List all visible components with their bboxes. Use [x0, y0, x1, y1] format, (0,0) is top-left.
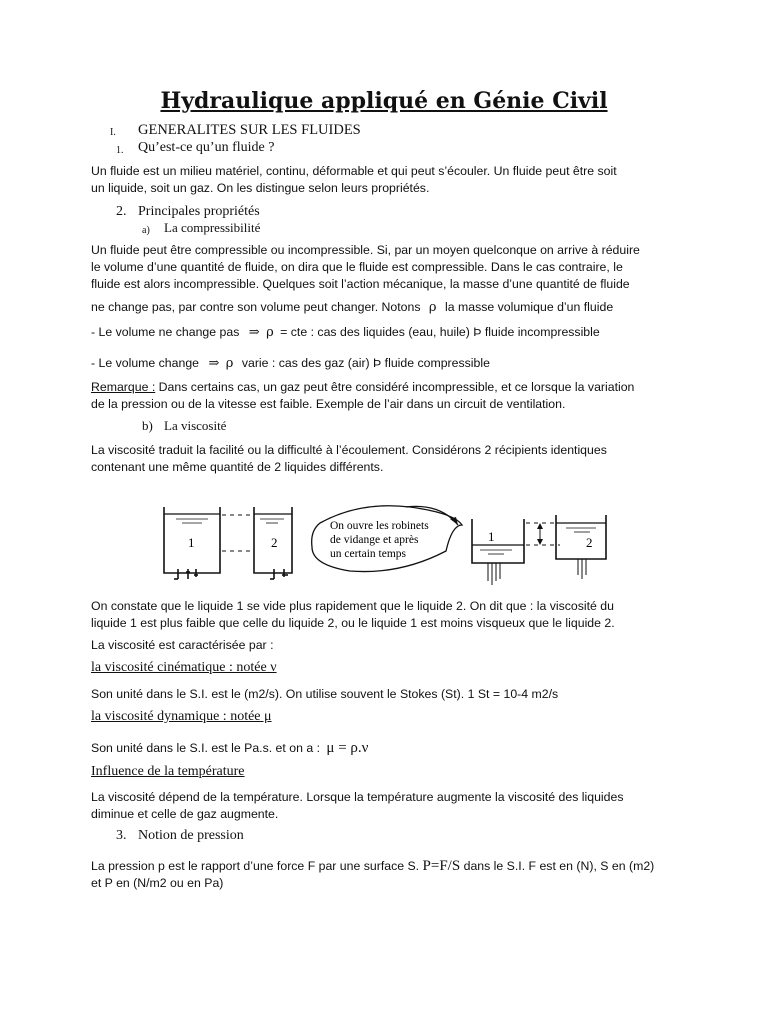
implies-arrow-icon: ⇒: [248, 325, 260, 340]
text-segment: Dans certains cas, un gaz peut être considéré incompressible, et ce lorsque la variation: [155, 380, 635, 394]
implies-arrow-icon: ⇒: [208, 356, 220, 371]
tank-label: 2: [271, 535, 278, 550]
remark: [91, 379, 634, 413]
remark-label: Remarque :: [91, 380, 156, 394]
text-line: La viscosité est caractérisée par :: [91, 638, 274, 652]
text-segment: = cte : cas des liquides (eau, huile) Þ fluide incompressible: [280, 325, 600, 339]
subsection-title: Principales propriétés: [138, 204, 260, 219]
text-line: et P en (N/m2 ou en Pa): [91, 876, 224, 890]
section-title: GENERALITES SUR LES FLUIDES: [138, 122, 361, 138]
subsection-letter: b): [142, 418, 153, 433]
text-line: liquide 1 est plus faible que celle du liquide 2, ou le liquide 1 est moins visqueux que le liquide 2.: [91, 616, 615, 630]
paragraph-temperature: [91, 789, 624, 823]
paragraph-definition: [91, 163, 617, 197]
line-compressible: [91, 355, 490, 372]
text-segment: ne change pas, par contre son volume peut changer. Notons: [91, 300, 421, 314]
temperature-heading: Influence de la température: [91, 764, 245, 779]
tank-label: 1: [488, 529, 495, 544]
text-segment: Son unité dans le S.I. est le Pa.s. et on a :: [91, 741, 320, 755]
text-line: fluide est alors incompressible. Quelques soit l’action mécanique, la masse d’une quantité de fluide: [91, 277, 630, 291]
subsection-number: 3.: [116, 828, 127, 843]
formula: μ = ρ.ν: [326, 740, 369, 756]
rho-symbol: ρ: [225, 356, 234, 371]
subsection-title: La compressibilité: [164, 220, 261, 235]
line-incompressible: [91, 324, 600, 341]
text-segment: dans le S.I. F est en (N), S en (m2): [460, 859, 655, 873]
kinematic-viscosity-unit: Son unité dans le S.I. est le (m2/s). On utilise souvent le Stokes (St). 1 St = 10-4 m2/s: [91, 687, 559, 701]
dynamic-viscosity-unit: [91, 740, 368, 757]
paragraph-viscosity: [91, 442, 607, 476]
text-line: La viscosité traduit la facilité ou la difficulté à l’écoulement. Considérons 2 récipients identiques: [91, 443, 607, 457]
rho-symbol: ρ: [428, 300, 437, 315]
tank-label: 1: [188, 535, 195, 550]
text-line: On constate que le liquide 1 se vide plus rapidement que le liquide 2. On dit que : la viscosité du: [91, 599, 614, 613]
page-title: Hydraulique appliqué en Génie Civil: [160, 88, 608, 114]
kinematic-viscosity-heading: la viscosité cinématique : notée ν: [91, 660, 277, 675]
subsection-title: Notion de pression: [138, 828, 244, 843]
paragraph-compressibility: [91, 242, 640, 293]
text-segment: La pression p est le rapport d’une force F par une surface S.: [91, 859, 420, 873]
formula: P=F/S: [422, 858, 461, 874]
viscosity-tanks-figure: [150, 495, 630, 590]
paragraph-density: [91, 299, 613, 316]
paragraph-observation: [91, 598, 615, 632]
tank-4: [556, 515, 606, 579]
text-line: contenant une même quantité de 2 liquides différents.: [91, 460, 384, 474]
dynamic-viscosity-heading: la viscosité dynamique : notée μ: [91, 709, 272, 724]
rho-symbol: ρ: [266, 325, 274, 340]
bubble-text-line: On ouvre les robinets: [330, 520, 429, 532]
text-line: un liquide, soit un gaz. On les distingue selon leurs propriétés.: [91, 181, 430, 195]
subsection-title: Qu’est-ce qu’un fluide ?: [138, 140, 275, 155]
tank-label: 2: [586, 535, 593, 550]
subsection-number: 1.: [116, 145, 124, 156]
text-segment: la masse volumique d’un fluide: [445, 300, 614, 314]
text-line: Un fluide est un milieu matériel, continu, déformable et qui peut s’écouler. Un fluide peut être soit: [91, 164, 617, 178]
text-segment: - Le volume ne change pas: [91, 325, 240, 339]
subsection-title: La viscosité: [164, 418, 227, 433]
section-number: I.: [110, 127, 116, 138]
text-line: diminue et celle de gaz augmente.: [91, 807, 279, 821]
subsection-letter: a): [142, 225, 150, 236]
tank-3: [472, 519, 524, 585]
text-line: La viscosité dépend de la température. Lorsque la température augmente la viscosité des liquides: [91, 790, 624, 804]
text-segment: - Le volume change: [91, 356, 200, 370]
paragraph-pressure: [91, 858, 654, 892]
bubble-text-line: un certain temps: [330, 548, 407, 560]
subsection-number: 2.: [116, 204, 127, 219]
bubble-text-line: de vidange et après: [330, 534, 419, 546]
text-line: le volume d’une quantité de fluide, on dira que le fluide est compressible. Dans le cas contraire, le: [91, 260, 623, 274]
text-line: Un fluide peut être compressible ou incompressible. Si, par un moyen quelconque on arrive à réduire: [91, 243, 640, 257]
text-segment: varie : cas des gaz (air) Þ fluide compressible: [241, 356, 490, 370]
text-line: de la pression ou de la vitesse est faible. Exemple de l’air dans un circuit de ventilation.: [91, 397, 566, 411]
